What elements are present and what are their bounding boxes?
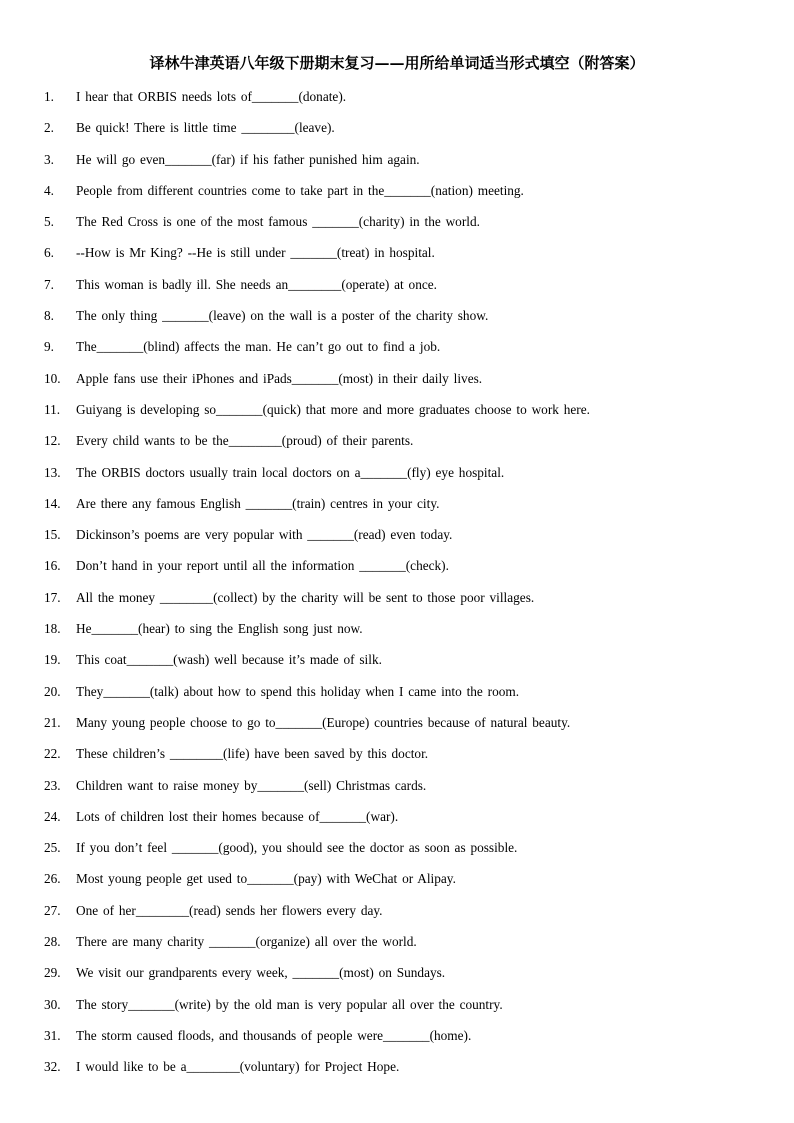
question-number: 20.	[44, 683, 61, 699]
question-item	[44, 838, 764, 869]
question-text: He will go even_______(far) if his father punished him again.	[76, 151, 420, 167]
question-text: Be quick! There is little time ________(leave).	[76, 120, 335, 136]
question-number: 2.	[44, 120, 54, 136]
question-text: This woman is badly ill. She needs an________(operate) at once.	[76, 276, 437, 292]
question-number: 29.	[44, 965, 61, 981]
question-item	[44, 682, 764, 713]
question-number: 5.	[44, 214, 54, 230]
question-number: 26.	[44, 871, 61, 887]
question-number: 31.	[44, 1027, 61, 1043]
question-item	[44, 901, 764, 932]
question-number: 12.	[44, 433, 61, 449]
question-item	[44, 463, 764, 494]
question-item	[44, 963, 764, 994]
question-item	[44, 306, 764, 337]
question-text: Most young people get used to_______(pay) with WeChat or Alipay.	[76, 871, 456, 887]
question-item	[44, 776, 764, 807]
question-item	[44, 556, 764, 587]
question-item	[44, 87, 764, 118]
question-number: 22.	[44, 746, 61, 762]
question-item	[44, 118, 764, 149]
question-number: 23.	[44, 777, 61, 793]
question-text: Lots of children lost their homes because of_______(war).	[76, 808, 399, 824]
question-item	[44, 337, 764, 368]
question-text: The_______(blind) affects the man. He can’t go out to find a job.	[76, 339, 441, 355]
question-number: 1.	[44, 89, 54, 104]
question-number: 7.	[44, 276, 54, 292]
question-number: 25.	[44, 840, 61, 856]
question-item	[44, 932, 764, 963]
question-text: There are many charity _______(organize) all over the world.	[76, 934, 417, 950]
question-text: If you don’t feel _______(good), you should see the doctor as soon as possible.	[76, 840, 518, 856]
question-text: This coat_______(wash) well because it’s made of silk.	[76, 652, 382, 668]
question-number: 19.	[44, 652, 61, 668]
question-number: 3.	[44, 151, 54, 167]
question-number: 15.	[44, 527, 61, 543]
question-item	[44, 243, 764, 274]
question-item	[44, 431, 764, 462]
question-text: Many young people choose to go to_______(Europe) countries because of natural beauty.	[76, 714, 571, 730]
question-item	[44, 525, 764, 556]
question-list	[44, 87, 764, 1089]
question-item	[44, 181, 764, 212]
question-text: These children’s ________(life) have been saved by this doctor.	[76, 746, 429, 762]
question-text: Don’t hand in your report until all the information _______(check).	[76, 558, 449, 574]
question-number: 14.	[44, 495, 61, 511]
question-number: 4.	[44, 182, 54, 198]
question-item	[44, 995, 764, 1026]
question-item	[44, 212, 764, 243]
question-text: The Red Cross is one of the most famous _______(charity) in the world.	[76, 214, 480, 230]
question-item	[44, 713, 764, 744]
question-item	[44, 494, 764, 525]
question-item	[44, 744, 764, 775]
question-item	[44, 150, 764, 181]
question-text: We visit our grandparents every week, _______(most) on Sundays.	[76, 965, 446, 981]
question-text: --How is Mr King? --He is still under _______(treat) in hospital.	[76, 245, 435, 261]
question-item	[44, 588, 764, 619]
question-item	[44, 275, 764, 306]
question-text: I would like to be a________(voluntary) for Project Hope.	[76, 1059, 400, 1075]
question-item	[44, 400, 764, 431]
question-number: 8.	[44, 308, 54, 324]
question-number: 28.	[44, 934, 61, 950]
question-text: The only thing _______(leave) on the wall is a poster of the charity show.	[76, 308, 489, 324]
question-item	[44, 619, 764, 650]
question-text: One of her________(read) sends her flowers every day.	[76, 902, 383, 918]
question-number: 13.	[44, 464, 61, 480]
question-item	[44, 369, 764, 400]
question-text: People from different countries come to take part in the_______(nation) meeting.	[76, 182, 524, 198]
question-number: 10.	[44, 370, 61, 386]
question-text: They_______(talk) about how to spend this holiday when I came into the room.	[76, 683, 520, 699]
question-number: 30.	[44, 996, 61, 1012]
question-text: Guiyang is developing so_______(quick) that more and more graduates choose to work here.	[76, 401, 590, 417]
question-text: The ORBIS doctors usually train local doctors on a_______(fly) eye hospital.	[76, 464, 505, 480]
question-item	[44, 869, 764, 900]
question-item	[44, 1057, 764, 1088]
page-title: 译林牛津英语八年级下册期末复习——用所给单词适当形式填空（附答案）	[149, 54, 645, 72]
question-text: Dickinson’s poems are very popular with _______(read) even today.	[76, 527, 453, 543]
question-number: 11.	[44, 401, 61, 417]
question-text: The story_______(write) by the old man is very popular all over the country.	[76, 996, 503, 1012]
question-number: 6.	[44, 245, 54, 261]
question-number: 9.	[44, 339, 54, 355]
question-text: All the money ________(collect) by the charity will be sent to those poor villages.	[76, 589, 535, 605]
question-number: 16.	[44, 558, 61, 574]
question-text: Children want to raise money by_______(sell) Christmas cards.	[76, 777, 427, 793]
question-text: The storm caused floods, and thousands of people were_______(home).	[76, 1027, 472, 1043]
question-text: Are there any famous English _______(train) centres in your city.	[76, 495, 440, 511]
question-item	[44, 650, 764, 681]
question-item	[44, 1026, 764, 1057]
question-number: 21.	[44, 714, 61, 730]
question-number: 24.	[44, 808, 61, 824]
question-number: 17.	[44, 589, 61, 605]
question-text: I hear that ORBIS needs lots of_______(donate).	[76, 89, 347, 104]
question-number: 32.	[44, 1059, 61, 1075]
question-item	[44, 807, 764, 838]
question-text: He_______(hear) to sing the English song just now.	[76, 621, 363, 637]
question-text: Apple fans use their iPhones and iPads_______(most) in their daily lives.	[76, 370, 483, 386]
question-number: 18.	[44, 621, 61, 637]
question-number: 27.	[44, 902, 61, 918]
question-text: Every child wants to be the________(proud) of their parents.	[76, 433, 414, 449]
